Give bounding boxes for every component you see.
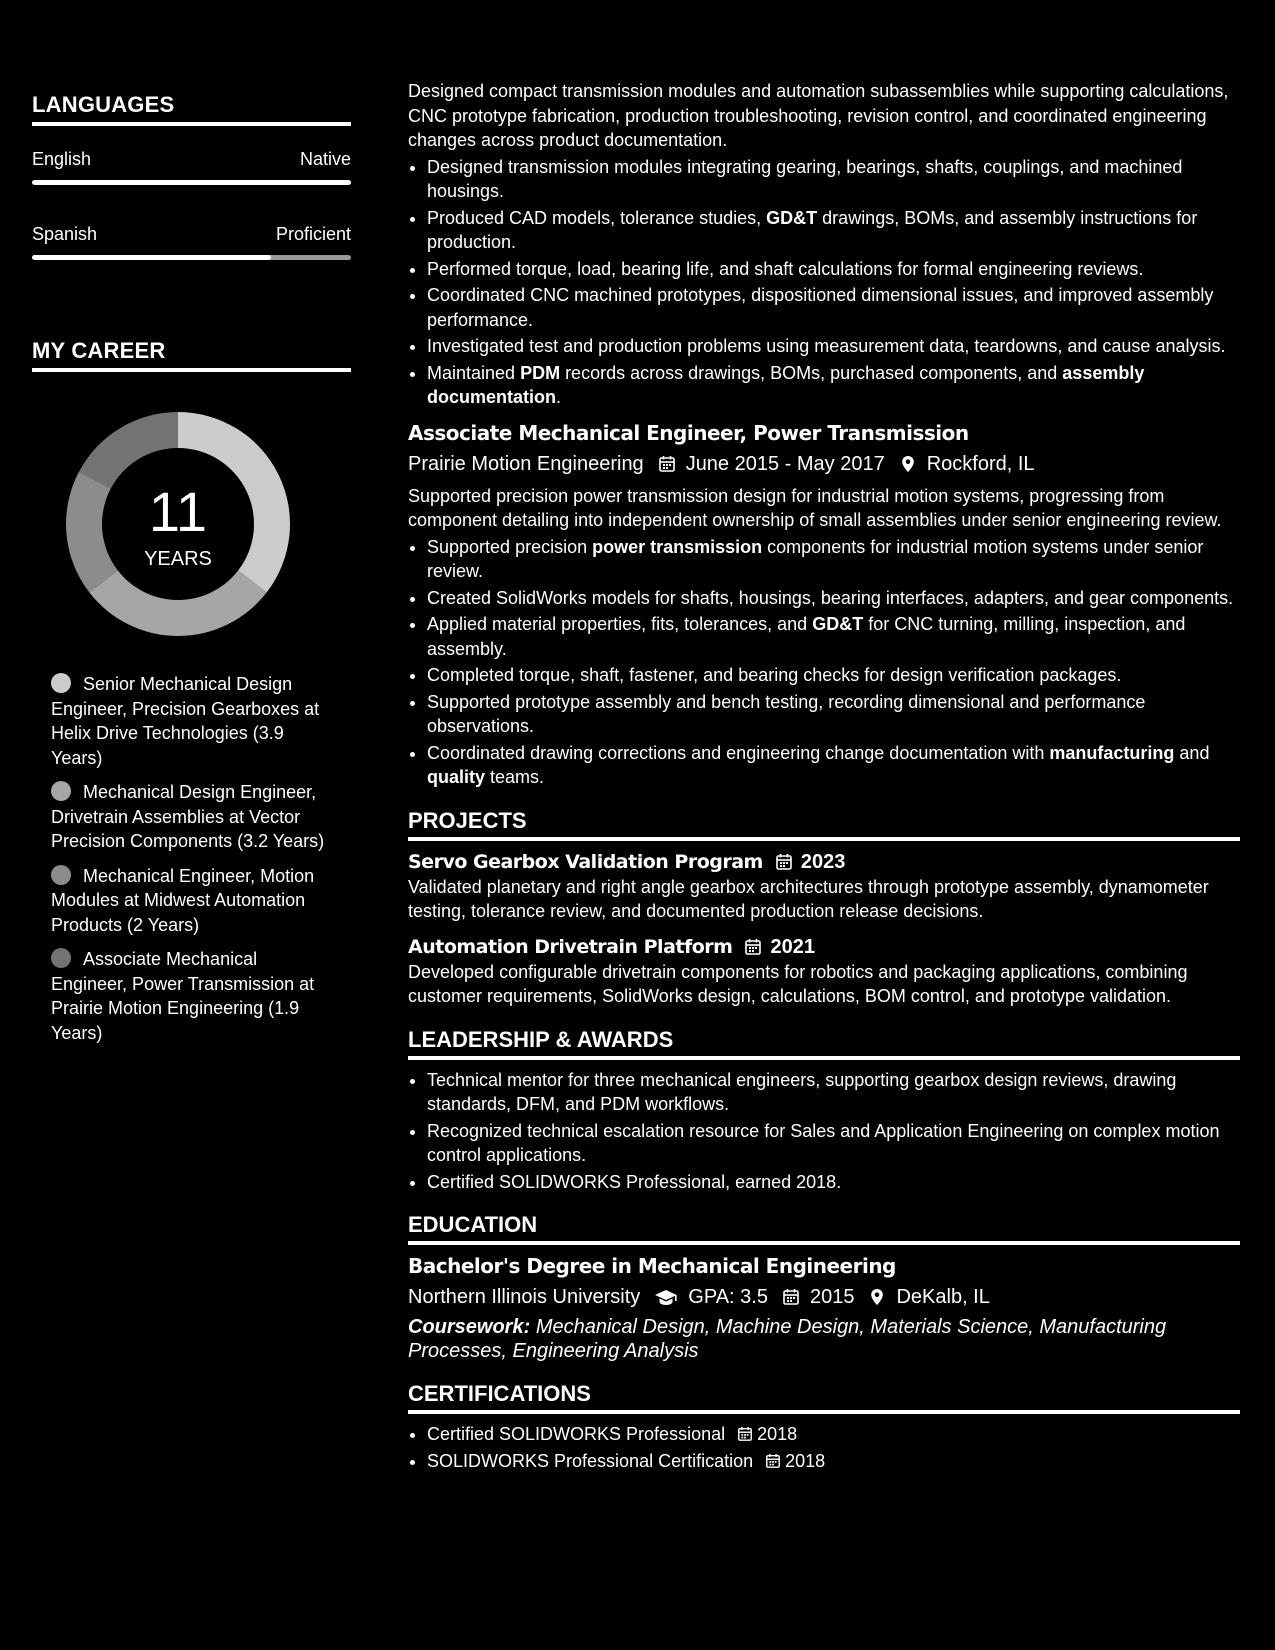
career-total: 11 bbox=[148, 480, 208, 543]
job-summary: Designed compact transmission modules and automation subassemblies while supporting calculations, CNC prototype fabrication, production troubleshooting, revision control, and coordinated engineering changes across product documentation. bbox=[408, 81, 1229, 150]
education-year: 2015 bbox=[809, 1286, 855, 1308]
languages-heading: LANGUAGES bbox=[32, 92, 351, 126]
donut-segment bbox=[79, 412, 178, 489]
career-item-text: Associate Mechanical Engineer, Power Transmission at Prairie Motion Engineering (1.9 Years) bbox=[51, 949, 315, 1043]
language-bar-fill bbox=[32, 255, 271, 260]
language-bar bbox=[32, 180, 351, 185]
job-bullet: • Supported prototype assembly and bench testing, recording dimensional and performance observations. bbox=[427, 690, 1240, 739]
career-item bbox=[51, 864, 331, 938]
calendar-icon bbox=[744, 938, 762, 956]
career-item bbox=[51, 780, 331, 854]
certification-year: 2018 bbox=[785, 1450, 826, 1471]
career-list bbox=[51, 672, 331, 1045]
donut-segment bbox=[89, 570, 266, 636]
education-heading: EDUCATION bbox=[408, 1212, 1240, 1245]
job-bullet: • Coordinated CNC machined prototypes, dispositioned dimensional issues, and improved assembly performance. bbox=[427, 283, 1240, 332]
certification-name: • Certified SOLIDWORKS Professional bbox=[427, 1424, 726, 1444]
career-item-text: Senior Mechanical Design Engineer, Precision Gearboxes at Helix Drive Technologies (3.9 Years) bbox=[51, 674, 320, 768]
language-item bbox=[32, 148, 351, 185]
certifications-heading: CERTIFICATIONS bbox=[408, 1381, 1240, 1414]
career-unit: YEARS bbox=[144, 548, 212, 570]
legend-dot bbox=[51, 865, 71, 885]
language-name: English bbox=[32, 149, 92, 169]
job-bullet: • Supported precision power transmission components for industrial motion systems under senior review. bbox=[427, 535, 1240, 584]
leadership-heading: LEADERSHIP & AWARDS bbox=[408, 1027, 1240, 1060]
career-item-text: Mechanical Engineer, Motion Modules at Midwest Automation Products (2 Years) bbox=[51, 865, 315, 935]
career-item-text: Mechanical Design Engineer, Drivetrain Assemblies at Vector Precision Components (3.2 Years) bbox=[51, 782, 325, 851]
project-description: Developed configurable drivetrain components for robotics and packaging applications, combining customer requirements, SolidWorks design, calculations, BOM control, and prototype validation. bbox=[408, 961, 1188, 1006]
legend-dot bbox=[51, 948, 71, 968]
calendar-icon bbox=[658, 455, 676, 473]
career-item bbox=[51, 672, 331, 770]
certifications-list bbox=[427, 1422, 1240, 1473]
main-content bbox=[408, 79, 1240, 1475]
education-meta bbox=[408, 1283, 1240, 1311]
sidebar bbox=[32, 92, 351, 1055]
leadership-item: • Certified SOLIDWORKS Professional, earned 2018. bbox=[427, 1170, 1240, 1195]
job-bullet: • Performed torque, load, bearing life, and shaft calculations for formal engineering reviews. bbox=[427, 257, 1240, 282]
coursework-text: Mechanical Design, Machine Design, Materials Science, Manufacturing Processes, Engineering Analysis bbox=[408, 1316, 1167, 1362]
leadership-item: • Technical mentor for three mechanical engineers, supporting gearbox design reviews, drawing standards, DFM, and PDM workflows. bbox=[427, 1068, 1240, 1117]
job-title: Associate Mechanical Engineer, Power Transmission bbox=[408, 420, 969, 445]
project-year: 2021 bbox=[770, 935, 815, 958]
leadership-list bbox=[427, 1068, 1240, 1195]
language-item bbox=[32, 223, 351, 260]
project-year: 2023 bbox=[800, 850, 846, 873]
calendar-icon bbox=[737, 1426, 753, 1442]
career-item bbox=[51, 947, 331, 1045]
company-name: Prairie Motion Engineering bbox=[408, 452, 644, 475]
calendar-icon bbox=[782, 1288, 800, 1306]
language-name: Spanish bbox=[32, 224, 98, 244]
coursework-label: Coursework: bbox=[408, 1316, 531, 1338]
leadership-item: • Recognized technical escalation resource for Sales and Application Engineering on complex motion control applications. bbox=[427, 1119, 1240, 1168]
job-bullets bbox=[427, 535, 1240, 790]
project-description: Validated planetary and right angle gearbox architectures through prototype assembly, dynamometer testing, tolerance review, and documented production release decisions. bbox=[408, 876, 1209, 921]
language-bar-fill bbox=[32, 180, 351, 185]
project-item bbox=[408, 849, 1240, 924]
map-pin-icon bbox=[868, 1288, 886, 1306]
job-bullet: • Investigated test and production problems using measurement data, teardowns, and cause analysis. bbox=[427, 334, 1240, 359]
job-bullet: • Maintained PDM records across drawings, BOMs, purchased components, and assembly documentation. bbox=[427, 361, 1240, 410]
legend-dot bbox=[51, 673, 71, 693]
language-level: Proficient bbox=[275, 224, 351, 244]
job-bullet: • Completed torque, shaft, fastener, and bearing checks for design verification packages. bbox=[427, 663, 1240, 688]
coursework bbox=[408, 1315, 1240, 1363]
project-title: Servo Gearbox Validation Program bbox=[408, 850, 763, 873]
calendar-icon bbox=[765, 1453, 781, 1469]
language-bar bbox=[32, 255, 351, 260]
job-bullet: • Created SolidWorks models for shafts, housings, bearing interfaces, adapters, and gear components. bbox=[427, 586, 1240, 611]
certification-year: 2018 bbox=[757, 1424, 798, 1444]
legend-dot bbox=[51, 781, 71, 801]
certification-item bbox=[427, 1449, 1240, 1474]
education-gpa: GPA: 3.5 bbox=[688, 1286, 768, 1308]
calendar-icon bbox=[775, 853, 793, 871]
job-summary: Supported precision power transmission design for industrial motion systems, progressing from component detailing into independent ownership of small assemblies under senior engineering review. bbox=[408, 485, 1222, 530]
graduation-cap-icon bbox=[654, 1288, 678, 1306]
job-bullet: • Designed transmission modules integrating gearing, bearings, shafts, couplings, and machined housings. bbox=[427, 155, 1240, 204]
project-item bbox=[408, 934, 1240, 1009]
career-donut-chart bbox=[66, 412, 290, 636]
certification-item bbox=[427, 1422, 1240, 1447]
certification-name: • SOLIDWORKS Professional Certification bbox=[427, 1450, 754, 1471]
degree-title: Bachelor's Degree in Mechanical Engineering bbox=[408, 1254, 896, 1278]
school-name: Northern Illinois University bbox=[408, 1286, 641, 1308]
job-bullet: • Applied material properties, fits, tolerances, and GD&T for CNC turning, milling, inspection, and assembly. bbox=[427, 612, 1240, 661]
map-pin-icon bbox=[899, 455, 917, 473]
projects-heading: PROJECTS bbox=[408, 808, 1240, 841]
job-bullet: • Produced CAD models, tolerance studies, GD&T drawings, BOMs, and assembly instructions for production. bbox=[427, 206, 1240, 255]
job-dates: June 2015 - May 2017 bbox=[685, 452, 885, 475]
education-location: DeKalb, IL bbox=[896, 1286, 990, 1308]
job-meta bbox=[408, 450, 1240, 478]
job-bullet: • Coordinated drawing corrections and engineering change documentation with manufacturing and quality teams. bbox=[427, 741, 1240, 790]
language-level: Native bbox=[299, 149, 351, 169]
job-location: Rockford, IL bbox=[926, 452, 1035, 475]
career-heading: MY CAREER bbox=[32, 338, 351, 372]
job-bullets bbox=[427, 155, 1240, 410]
project-title: Automation Drivetrain Platform bbox=[408, 935, 733, 958]
